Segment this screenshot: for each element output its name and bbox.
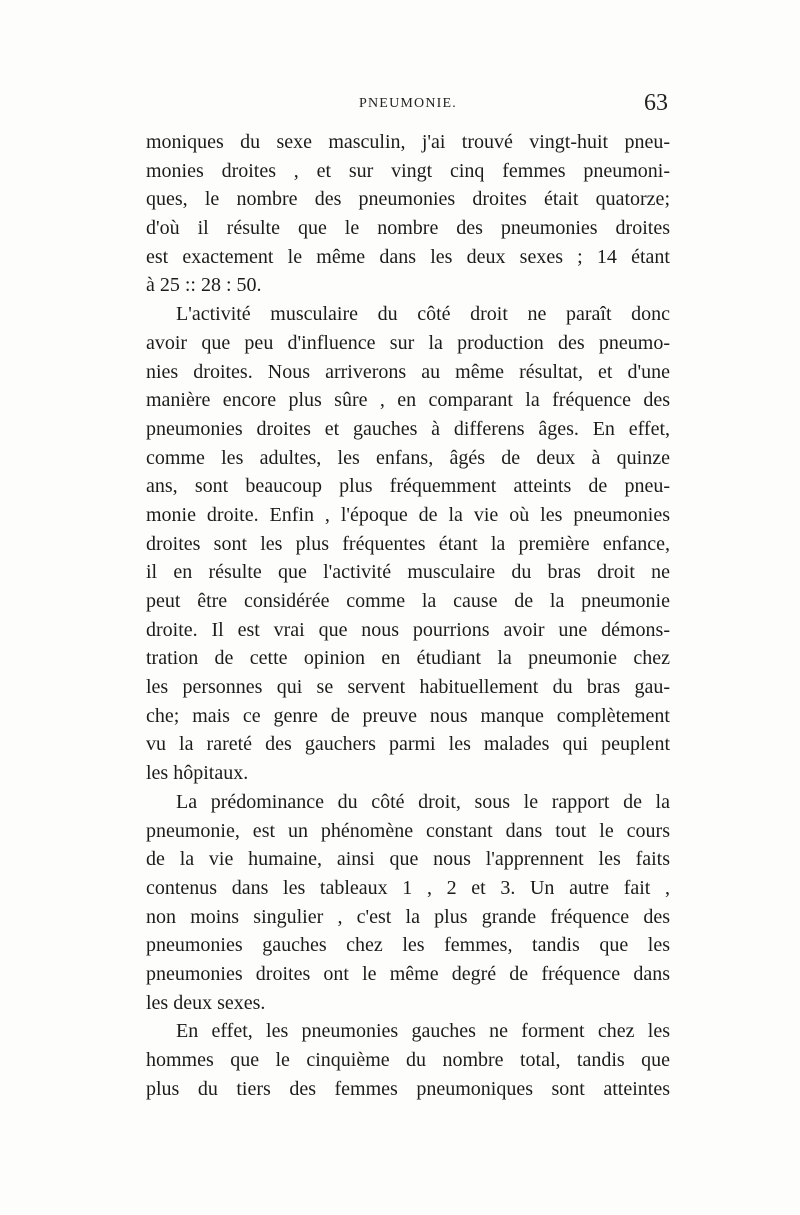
text-line: vu la rareté des gauchers parmi les malades qui peuplent bbox=[146, 733, 670, 756]
page-number: 63 bbox=[644, 90, 668, 116]
text-line: droite. Il est vrai que nous pourrions avoir une démons- bbox=[146, 618, 670, 641]
text-line: ques, le nombre des pneumonies droites était quatorze; bbox=[146, 188, 670, 211]
running-title: PNEUMONIE. bbox=[359, 96, 457, 111]
paragraph-start-line: L'activité musculaire du côté droit ne paraît donc bbox=[176, 303, 670, 326]
text-line: les personnes qui se servent habituellement du bras gau- bbox=[146, 676, 670, 699]
text-line: pneumonies gauches chez les femmes, tandis que les bbox=[146, 934, 670, 957]
body-text bbox=[146, 128, 670, 1103]
text-line: les deux sexes. bbox=[146, 991, 266, 1014]
text-line: contenus dans les tableaux 1 , 2 et 3. Un autre fait , bbox=[146, 876, 670, 899]
text-line: de la vie humaine, ainsi que nous l'apprennent les faits bbox=[146, 848, 670, 871]
text-line: comme les adultes, les enfans, âgés de deux à quinze bbox=[146, 446, 670, 469]
text-line: non moins singulier , c'est la plus grande fréquence des bbox=[146, 905, 670, 928]
text-line: hommes que le cinquième du nombre total, tandis que bbox=[146, 1049, 670, 1071]
text-line: d'où il résulte que le nombre des pneumonies droites bbox=[146, 217, 670, 240]
text-line: nies droites. Nous arriverons au même résultat, et d'une bbox=[146, 360, 670, 383]
running-head bbox=[148, 90, 668, 120]
text-line: droites sont les plus fréquentes étant la première enfance, bbox=[146, 532, 670, 555]
text-line: manière encore plus sûre , en comparant la fréquence des bbox=[146, 389, 670, 412]
text-line: pneumonie, est un phénomène constant dans tout le cours bbox=[146, 819, 670, 842]
text-line: avoir que peu d'influence sur la production des pneumo- bbox=[146, 331, 670, 354]
paragraph-start-line: En effet, les pneumonies gauches ne forment chez les bbox=[176, 1020, 670, 1043]
text-line: est exactement le même dans les deux sexes ; 14 étant bbox=[146, 245, 670, 268]
text-line: tration de cette opinion en étudiant la pneumonie chez bbox=[146, 647, 670, 670]
text-line: pneumonies droites ont le même degré de fréquence dans bbox=[146, 962, 670, 985]
text-line: monie droite. Enfin , l'époque de la vie où les pneumonies bbox=[146, 503, 670, 526]
text-line: che; mais ce genre de preuve nous manque complètement bbox=[146, 704, 670, 727]
text-line: à 25 :: 28 : 50. bbox=[146, 274, 262, 297]
text-line: les hôpitaux. bbox=[146, 762, 249, 785]
text-line: moniques du sexe masculin, j'ai trouvé vingt-huit pneu- bbox=[146, 131, 670, 153]
text-line: pneumonies droites et gauches à differens âges. En effet, bbox=[146, 417, 670, 440]
text-line: monies droites , et sur vingt cinq femmes pneumoni- bbox=[146, 159, 670, 182]
text-line: ans, sont beaucoup plus fréquemment atteints de pneu- bbox=[146, 475, 670, 498]
text-line: peut être considérée comme la cause de la pneumonie bbox=[146, 590, 670, 612]
paragraph-start-line: La prédominance du côté droit, sous le rapport de la bbox=[176, 790, 670, 813]
text-line: plus du tiers des femmes pneumoniques sont atteintes bbox=[146, 1077, 670, 1100]
text-line: il en résulte que l'activité musculaire du bras droit ne bbox=[146, 561, 670, 584]
